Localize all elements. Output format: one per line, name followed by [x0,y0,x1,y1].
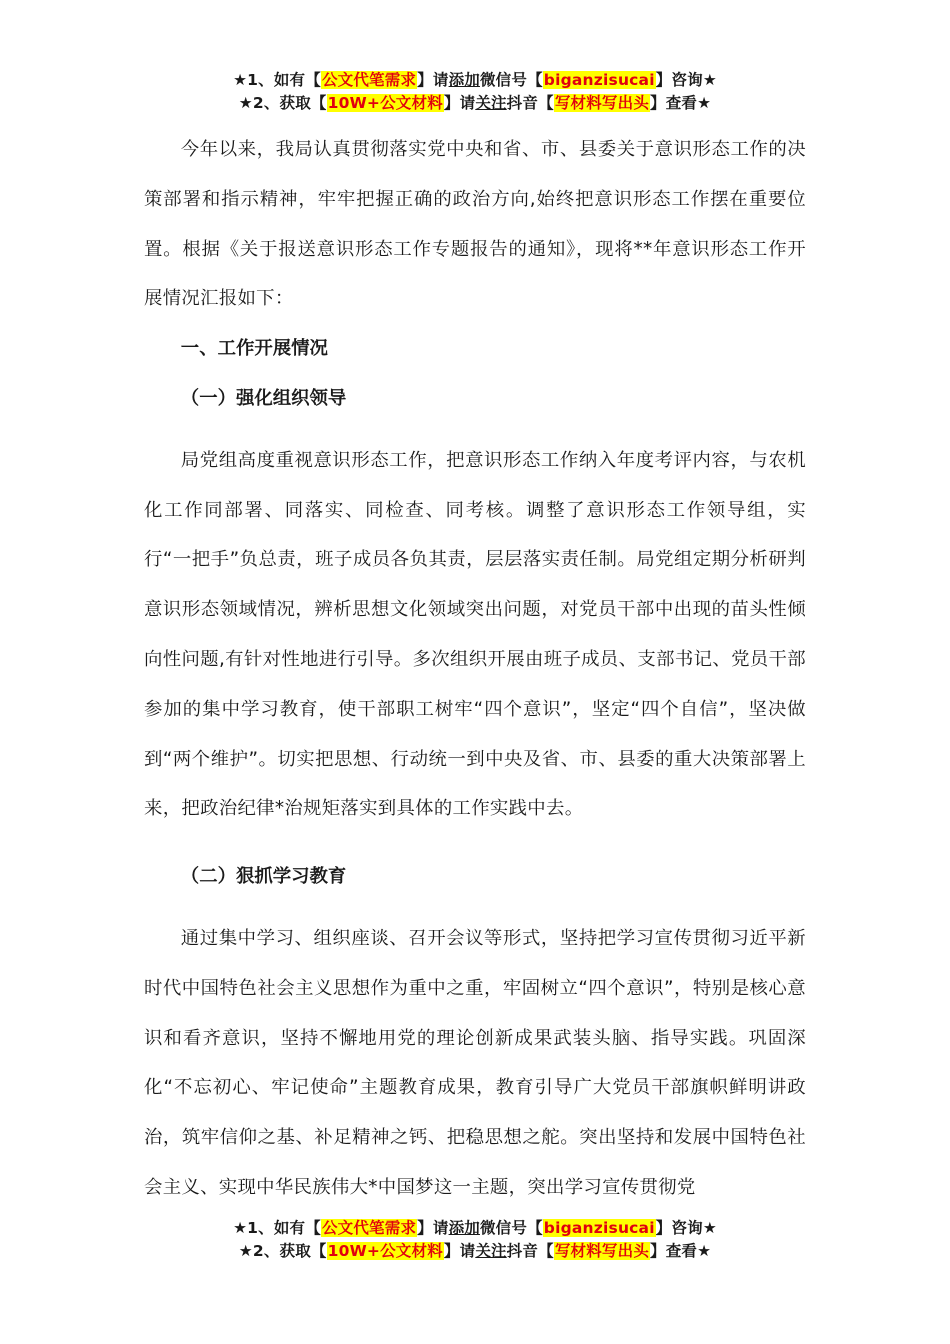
underlined-text: 添加 [448,71,480,89]
banner-line-2 [0,92,950,115]
banner-line-2 [0,1240,950,1263]
banner-text: 抖音【 [506,1242,554,1260]
highlight-service: 公文代笔需求 [321,71,417,89]
highlight-douyin: 写材料写出头 [554,1242,650,1260]
banner-text: ★1、如有【 [233,71,321,89]
banner-text: 】请 [417,71,449,89]
header-banner [0,69,950,115]
highlight-materials: 10W+公文材料 [327,1242,443,1260]
banner-text: ★1、如有【 [233,1219,321,1237]
banner-text: ★2、获取【 [238,94,327,112]
banner-text: 】咨询★ [655,71,717,89]
banner-text: 微信号【 [479,71,543,89]
banner-text: 】查看★ [650,1242,712,1260]
body-paragraph: 通过集中学习、组织座谈、召开会议等形式，坚持把学习宣传贯彻习近平新时代中国特色社会主义思想作为重中之重，牢固树立“四个意识”，特别是核心意识和看齐意识，坚持不懈地用党的理论创新成果武装头脑、指导实践。巩固深化“不忘初心、牢记使命”主题教育成果，教育引导广大党员干部旗帜鲜明讲政治，筑牢信仰之基、补足精神之钙、把稳思想之舵。突出坚持和发展中国特色社会主义、实现中华民族伟大*中国梦这一主题，突出学习宣传贯彻党 [144,927,806,1198]
highlight-wechat-id: biganzisucai [543,1219,655,1237]
banner-text: 】请 [443,1242,476,1260]
underlined-text: 添加 [448,1219,480,1237]
banner-line-1 [0,1217,950,1240]
banner-line-1 [0,69,950,92]
banner-text: 】请 [417,1219,449,1237]
highlight-douyin: 写材料写出头 [554,94,650,112]
highlight-service: 公文代笔需求 [321,1219,417,1237]
banner-text: 】查看★ [650,94,712,112]
underlined-text: 关注 [475,1242,507,1260]
subsection-heading: （一）强化组织领导 [180,387,347,409]
highlight-wechat-id: biganzisucai [543,71,655,89]
banner-text: ★2、获取【 [238,1242,327,1260]
underlined-text: 关注 [475,94,507,112]
banner-text: 抖音【 [506,94,554,112]
banner-text: 微信号【 [479,1219,543,1237]
subsection-heading: （二）狠抓学习教育 [180,866,347,888]
body-paragraph: 局党组高度重视意识形态工作，把意识形态工作纳入年度考评内容，与农机化工作同部署、同落实、同检查、同考核。调整了意识形态工作领导组，实行“一把手”负总责，班子成员各负其责，层层落实责任制。局党组定期分析研判意识形态领域情况，辨析思想文化领域突出问题，对党员干部中出现的苗头性倾向性问题,有针对性地进行引导。多次组织开展由班子成员、支部书记、党员干部参加的集中学习教育，使干部职工树牢“四个意识”，坚定“四个自信”，坚决做到“两个维护”。切实把思想、行动统一到中央及省、市、县委的重大决策部署上来，把政治纪律*治规矩落实到具体的工作实践中去。 [144,449,806,820]
section-heading: 一、工作开展情况 [180,338,328,360]
highlight-materials: 10W+公文材料 [327,94,443,112]
banner-text: 】请 [443,94,476,112]
intro-paragraph: 今年以来，我局认真贯彻落实党中央和省、市、县委关于意识形态工作的决策部署和指示精神，牢牢把握正确的政治方向,始终把意识形态工作摆在重要位置。根据《关于报送意识形态工作专题报告的通知》，现将**年意识形态工作开展情况汇报如下： [144,139,806,310]
document-body [144,125,806,1213]
banner-text: 】咨询★ [655,1219,717,1237]
footer-banner [0,1217,950,1263]
